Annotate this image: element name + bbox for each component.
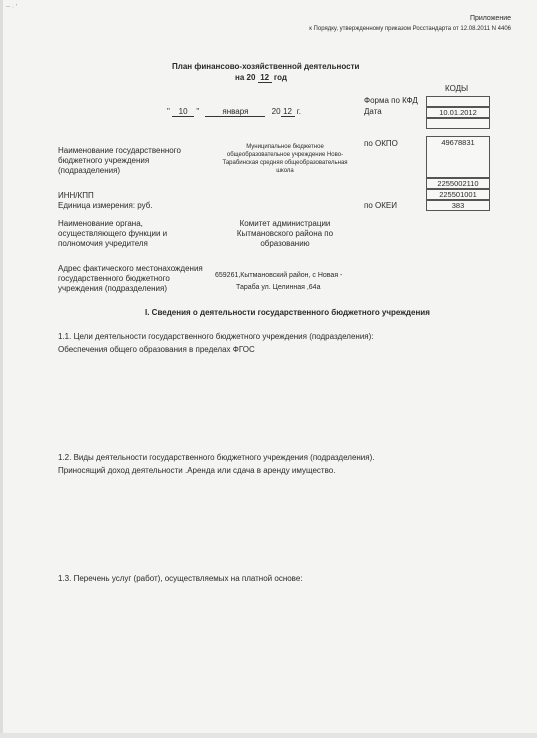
institution-label-2: бюджетного учреждения [58, 156, 150, 165]
address-label-2: государственного бюджетного [58, 274, 170, 283]
scan-mark: ~ ∙ ʹ [6, 4, 18, 11]
form-label: Форма по КФД [364, 96, 418, 105]
address-label-3: учреждения (подразделения) [58, 284, 167, 293]
date-code-box: 10.01.2012 [426, 107, 490, 118]
page-subtitle: на 20 12 год [235, 73, 287, 82]
kpp-code-box: 225501001 [426, 189, 490, 200]
section-item-3-title: 1.3. Перечень услуг (работ), осуществляемых на платной основе: [58, 574, 303, 583]
address-value-2: Тараба ул. Целинная ,64а [236, 284, 321, 291]
inn-code-box: 2255002110 [426, 178, 490, 189]
institution-value-2: общеобразовательное учреждение Ново- [226, 152, 344, 158]
institution-value-3: Тарабинская средняя общеобразовательная [222, 160, 348, 166]
unit-label: Единица измерения: руб. [58, 201, 153, 210]
institution-value-1: Муниципальное бюджетное [246, 144, 324, 150]
form-code-box [426, 96, 490, 107]
okei-code-box: 383 [426, 200, 490, 211]
institution-label-3: (подразделения) [58, 166, 121, 175]
founder-label-1: Наименование органа, [58, 219, 143, 228]
empty-code-box [426, 118, 490, 129]
address-value-1: 659261,Кытмановский район, с Новая - [215, 272, 343, 279]
scan-edge-bottom [0, 733, 537, 738]
okpo-label: по ОКПО [364, 139, 398, 148]
scan-edge [0, 0, 3, 738]
section-item-1-title: 1.1. Цели деятельности государственного бюджетного учреждения (подразделения): [58, 332, 374, 341]
date-line: " 10 " января 20 12 г. [167, 107, 301, 116]
page-title: План финансово-хозяйственной деятельности [172, 62, 360, 71]
codes-header: КОДЫ [445, 84, 469, 93]
section-item-2-title: 1.2. Виды деятельности государственного бюджетного учреждения (подразделения). [58, 453, 375, 462]
founder-value-2: Кытмановского района по [236, 229, 334, 238]
section-item-2-text: Приносящий доход деятельности .Аренда или сдача в аренду имущество. [58, 466, 336, 475]
institution-label-1: Наименование государственного [58, 146, 181, 155]
founder-label-3: полномочия учредителя [58, 239, 148, 248]
section-title: I. Сведения о деятельности государственного бюджетного учреждения [145, 308, 430, 317]
appendix-title: Приложение [469, 15, 511, 22]
inn-label: ИНН/КПП [58, 191, 94, 200]
institution-value-4: школа [276, 168, 294, 174]
date-label: Дата [364, 107, 382, 116]
appendix-text: к Порядку, утвержденному приказом Росстандарта от 12.08.2011 N 4406 [309, 26, 511, 32]
founder-value-3: образованию [260, 239, 310, 248]
section-item-1-text: Обеспечения общего образования в пределах ФГОС [58, 345, 255, 354]
address-label-1: Адрес фактического местонахождения [58, 264, 203, 273]
okei-label: по ОКЕИ [364, 201, 397, 210]
founder-value-1: Комитет администрации [239, 219, 331, 228]
okpo-code-box: 49678831 [426, 136, 490, 178]
founder-label-2: осуществляющего функции и [58, 229, 168, 238]
